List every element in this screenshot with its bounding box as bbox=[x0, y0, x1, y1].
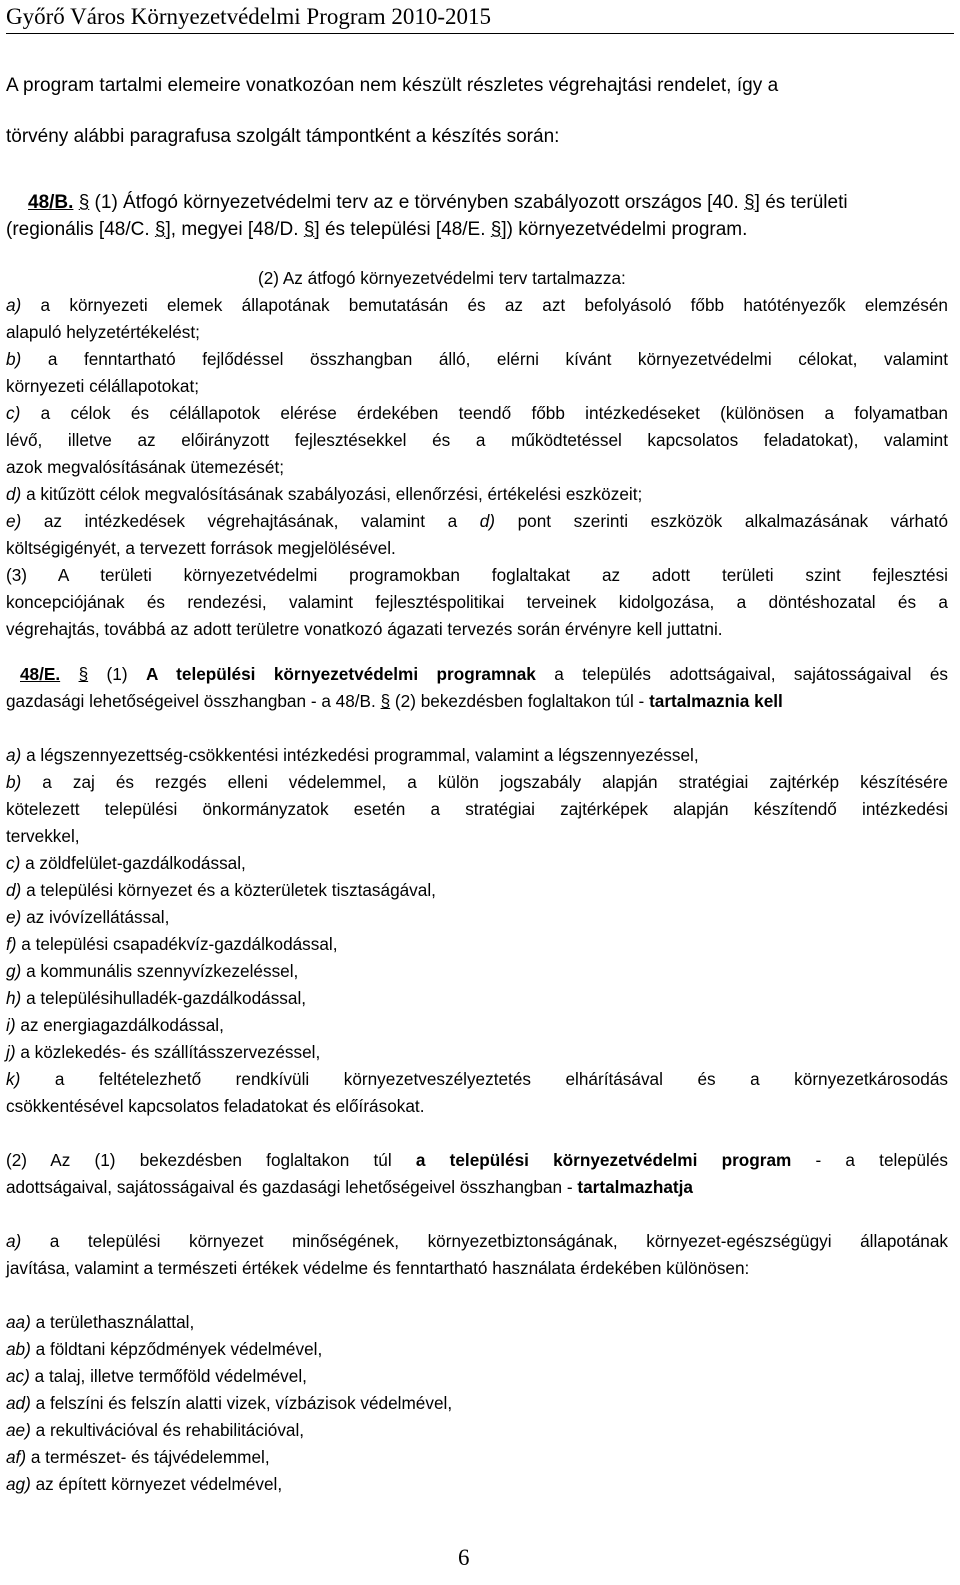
section-48e-line-2: gazdasági lehetőségeivel összhangban - a 48/B. § (2) bekezdésben foglaltakon túl - tartalmaznia kell bbox=[6, 691, 783, 711]
list1-item-j: j) a közlekedés- és szállításszervezéssel, bbox=[6, 1042, 321, 1062]
section-number: 48/B. bbox=[28, 192, 74, 213]
header-rule bbox=[6, 33, 954, 34]
list1-item-b-line-3: tervekkel, bbox=[6, 826, 80, 846]
list1-item-c: c) a zöldfelület-gazdálkodással, bbox=[6, 853, 246, 873]
list2-item-a-line-2: javítása, valamint a természeti értékek védelme és fenntartható használata érdekében különösen: bbox=[6, 1258, 750, 1278]
list1-item-b-line-2: kötelezett települési önkormányzatok esetén a stratégiai zajtérképek alapján készítendő intézkedési bbox=[6, 799, 948, 819]
item-b-line-1: b) a fenntartható fejlődéssel összhangban álló, elérni kívánt környezetvédelmi célokat, valamint bbox=[6, 349, 948, 369]
page-number: 6 bbox=[458, 1545, 470, 1570]
intro-line-1: A program tartalmi elemeire vonatkozóan nem készült részletes végrehajtási rendelet, így a bbox=[6, 75, 779, 96]
list2-item-ag: ag) az épített környezet védelmével, bbox=[6, 1474, 283, 1494]
section-48b-line-2: (regionális [48/C. §], megyei [48/D. §] és települési [48/E. §]) környezetvédelmi program. bbox=[6, 219, 748, 240]
item-e-line-2: költségigényét, a tervezett források megjelölésével. bbox=[6, 538, 396, 558]
item-c-line-1: c) a célok és célállapotok elérése érdekében teendő főbb intézkedéseket (különösen a folyamatban bbox=[6, 403, 948, 423]
list1-item-d: d) a települési környezet és a közterületek tisztaságával, bbox=[6, 880, 436, 900]
paragraph-3-line-2: koncepciójának és rendezési, valamint fejlesztéspolitikai terveinek kidolgozása, a döntéshozatal és a bbox=[6, 592, 948, 612]
item-e-line-1: e) az intézkedések végrehajtásának, valamint a d) pont szerinti eszközök alkalmazásának várható bbox=[6, 511, 948, 531]
list1-item-a: a) a légszennyezettség-csökkentési intézkedési programmal, valamint a légszennyezéssel, bbox=[6, 745, 699, 765]
list1-item-f: f) a települési csapadékvíz-gazdálkodással, bbox=[6, 934, 338, 954]
paragraph-2-heading: (2) Az átfogó környezetvédelmi terv tartalmazza: bbox=[258, 268, 626, 288]
list1-item-i: i) az energiagazdálkodással, bbox=[6, 1015, 224, 1035]
section-sign: § bbox=[78, 192, 90, 213]
list2-item-a-line-1: a) a települési környezet minőségének, környezetbiztonságának, környezet-egészségügyi állapotának bbox=[6, 1231, 948, 1251]
list1-item-h: h) a településihulladék-gazdálkodással, bbox=[6, 988, 307, 1008]
section-48e-line-1: 48/E. § (1) A települési környezetvédelmi programnak a település adottságaival, sajátosságaival és bbox=[20, 664, 949, 684]
paragraph-2b-line-1: (2) Az (1) bekezdésben foglaltakon túl a települési környezetvédelmi program - a település bbox=[6, 1150, 948, 1170]
item-a-line-2: alapuló helyzetértékelést; bbox=[6, 322, 200, 342]
item-d-line-1: d) a kitűzött célok megvalósításának szabályozási, ellenőrzési, értékelési eszközeit; bbox=[6, 484, 643, 504]
list2-item-af: af) a természet- és tájvédelemmel, bbox=[6, 1447, 270, 1467]
list2-item-ab: ab) a földtani képződmények védelmével, bbox=[6, 1339, 323, 1359]
list2-item-ae: ae) a rekultivációval és rehabilitációval, bbox=[6, 1420, 305, 1440]
list2-item-aa: aa) a területhasználattal, bbox=[6, 1312, 195, 1332]
item-b-line-2: környezeti célállapotokat; bbox=[6, 376, 199, 396]
page-header-title: Győrő Város Környezetvédelmi Program 2010-2015 bbox=[6, 4, 492, 29]
section-number: 48/E. bbox=[20, 664, 61, 684]
section-48b-line-1: 48/B. § (1) Átfogó környezetvédelmi terv az e törvényben szabályozott országos [40. §] és területi bbox=[28, 192, 848, 213]
list2-item-ac: ac) a talaj, illetve termőföld védelmével, bbox=[6, 1366, 307, 1386]
paragraph-3-line-1: (3) A területi környezetvédelmi programokban foglaltakat az adott területi szint fejlesztési bbox=[6, 565, 948, 585]
paragraph-3-line-3: végrehajtás, továbbá az adott területre vonatkozó ágazati tervezés során érvényre kell juttatni. bbox=[6, 619, 723, 639]
item-c-line-3: azok megvalósításának ütemezését; bbox=[6, 457, 285, 477]
list1-item-b-line-1: b) a zaj és rezgés elleni védelemmel, a külön jogszabály alapján stratégiai zajtérkép készítésére bbox=[6, 772, 948, 792]
paragraph-2b-line-2: adottságaival, sajátosságaival és gazdasági lehetőségeivel összhangban - tartalmazhatja bbox=[6, 1177, 693, 1197]
list1-item-k-line-2: csökkentésével kapcsolatos feladatokat és előírásokat. bbox=[6, 1096, 425, 1116]
item-c-line-2: lévő, illetve az előirányzott fejlesztésekkel és a működtetéssel kapcsolatos feladatokat), valamint bbox=[6, 430, 948, 450]
intro-line-2: törvény alábbi paragrafusa szolgált támpontként a készítés során: bbox=[6, 126, 560, 147]
list1-item-k-line-1: k) a feltételezhető rendkívüli környezetveszélyeztetés elhárításával és a környezetkárosodás bbox=[6, 1069, 948, 1089]
list1-item-e: e) az ivóvízellátással, bbox=[6, 907, 170, 927]
item-a-line-1: a) a környezeti elemek állapotának bemutatásán és az azt befolyásoló főbb hatótényezők elemzésén bbox=[6, 295, 948, 315]
list2-item-ad: ad) a felszíni és felszín alatti vizek, vízbázisok védelmével, bbox=[6, 1393, 453, 1413]
list1-item-g: g) a kommunális szennyvízkezeléssel, bbox=[6, 961, 299, 981]
